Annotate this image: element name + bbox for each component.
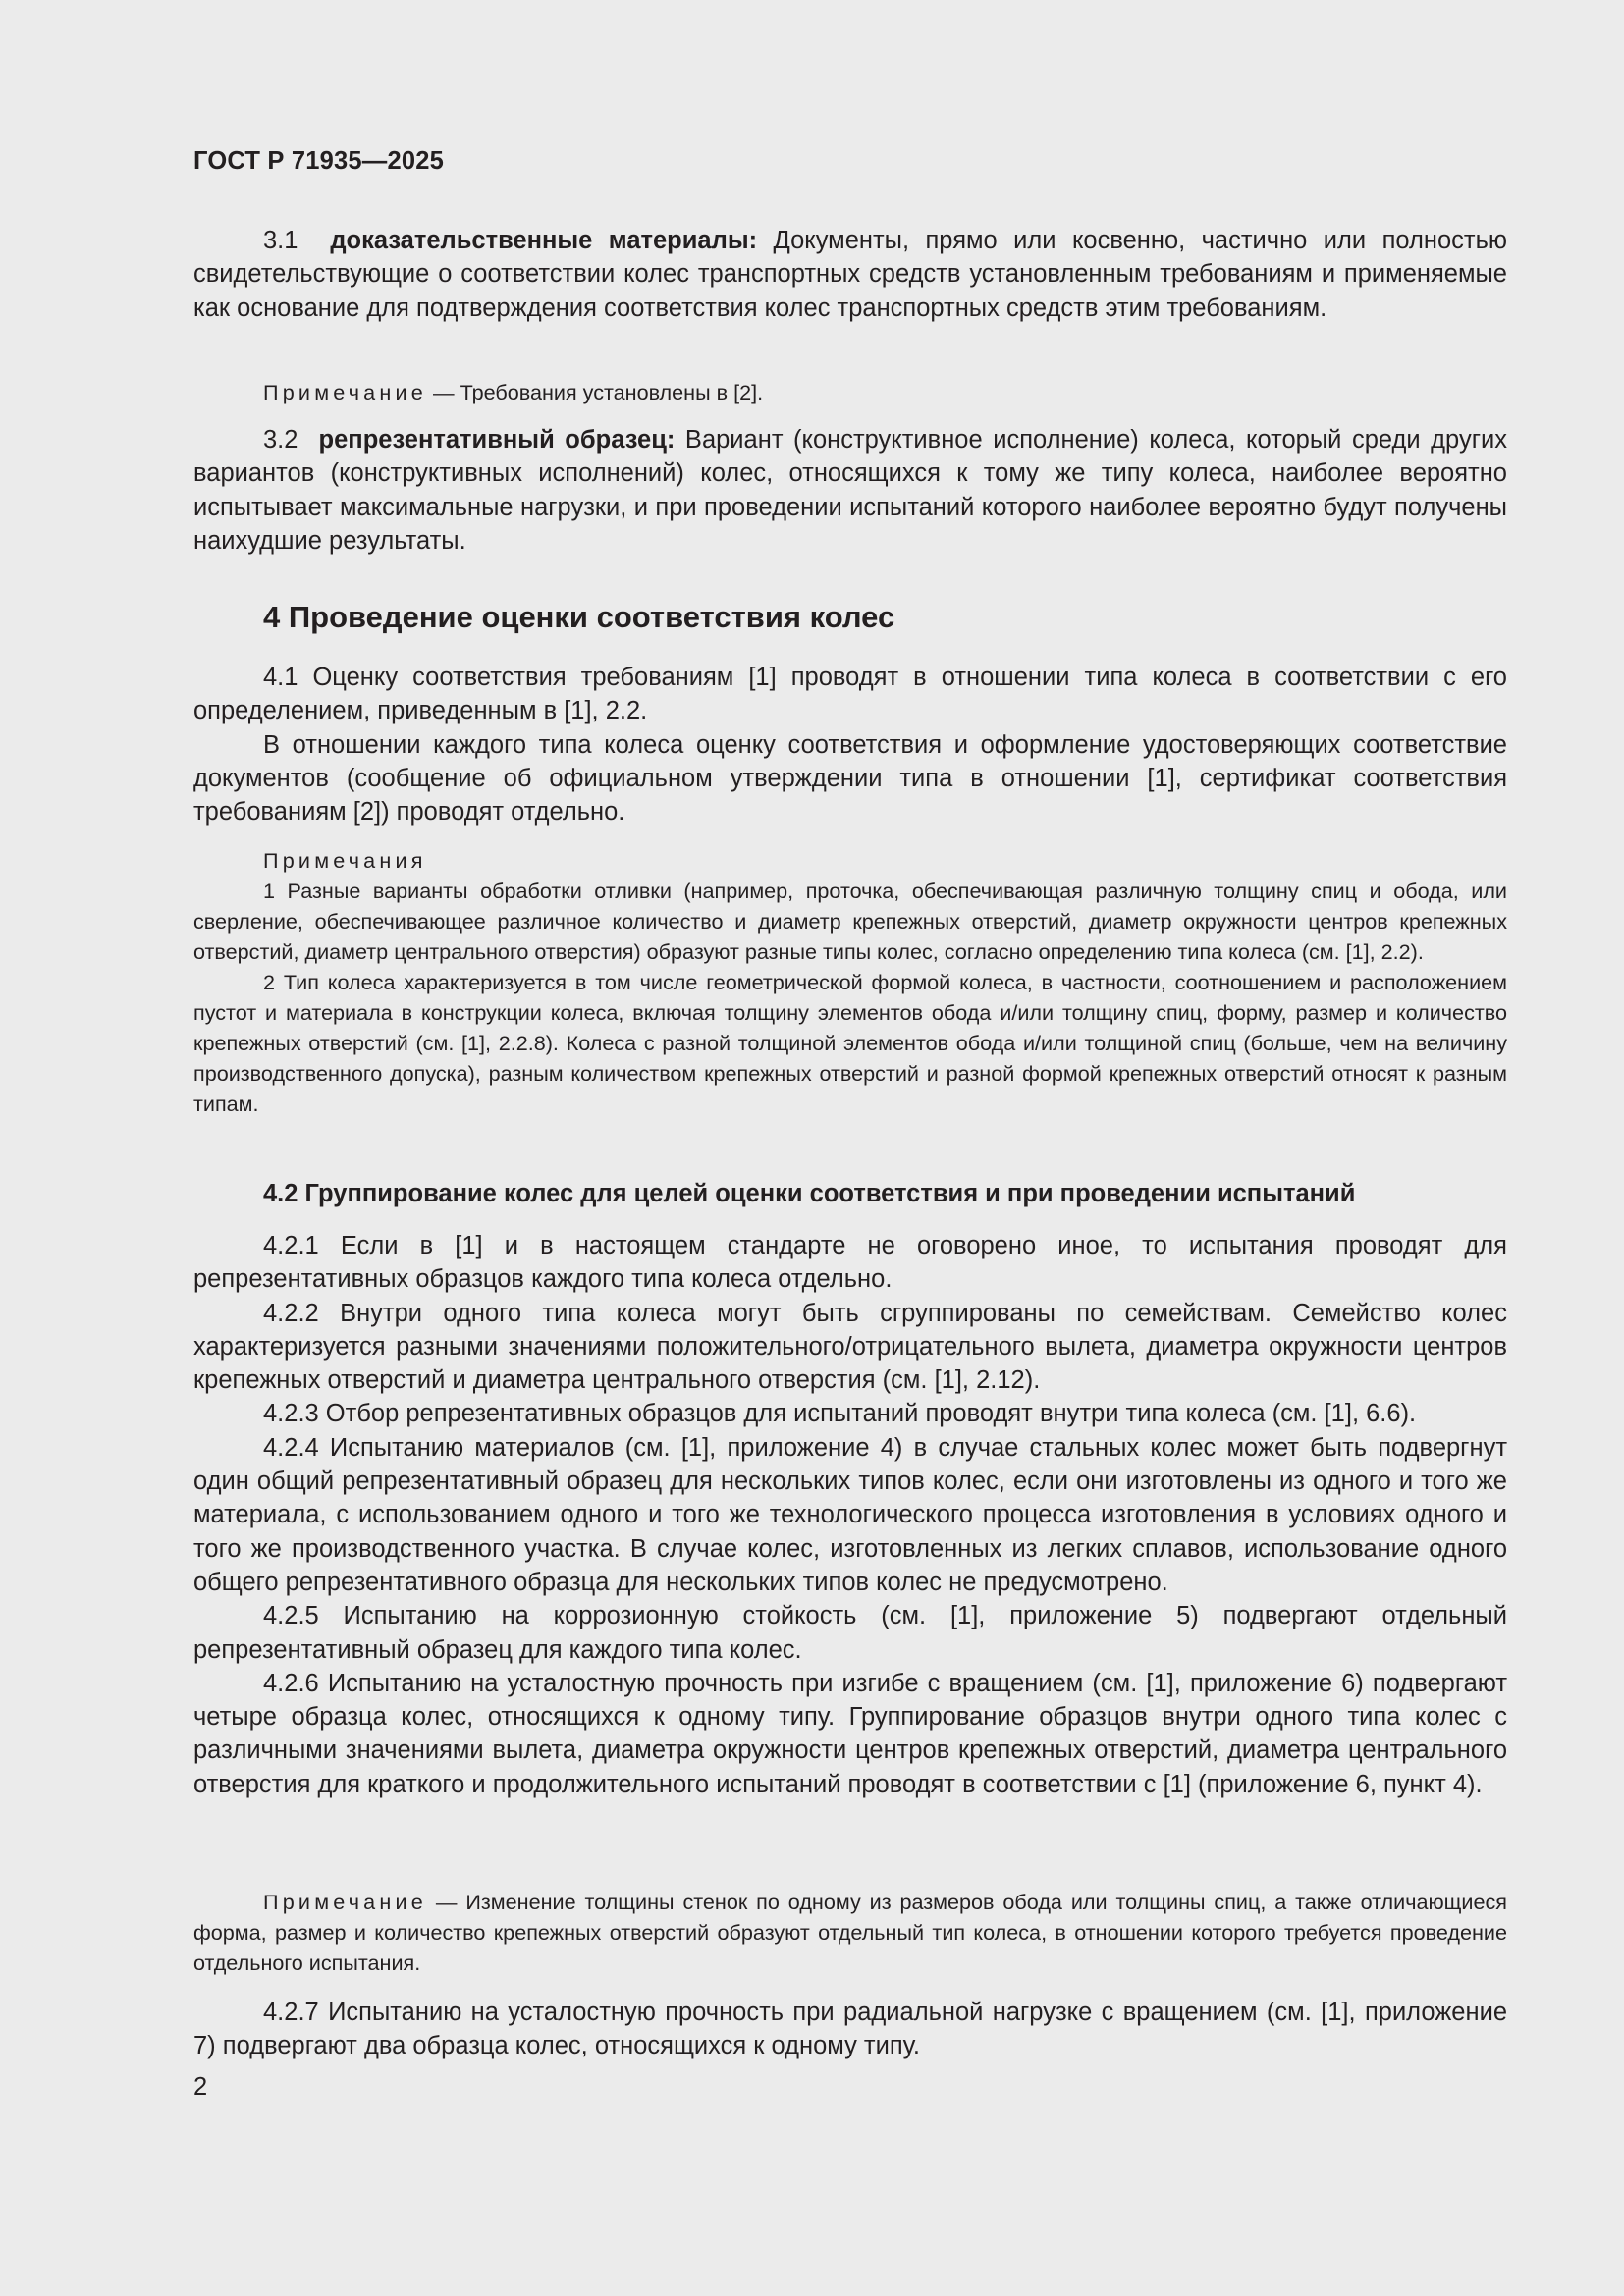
term: репрезентативный образец:: [318, 426, 676, 454]
notes-label: Примечания: [263, 848, 427, 873]
clause-number: 3.1: [263, 227, 298, 254]
subsection-title: 4.2 Группирование колес для целей оценки соответствия и при проведении испытаний: [263, 1180, 1356, 1207]
paragraphs-4-2: [193, 1229, 1507, 1801]
note-3-1: [193, 377, 1507, 407]
note-label: Примечание: [263, 1890, 427, 1914]
paragraph-4-2-1: 4.2.1 Если в [1] и в настоящем стандарте не оговорено иное, то испытания проводят для репрезентативных образцов каждого типа колеса отдельно.: [193, 1232, 1507, 1294]
section-title: 4 Проведение оценки соответствия колес: [263, 600, 895, 634]
note-4-2-6: [193, 1887, 1507, 1978]
notes-4-1: [193, 845, 1507, 1119]
note-text: — Изменение толщины стенок по одному из размеров обода или толщины спиц, а также отличающиеся форма, размер и количество крепежных отверстий образуют отдельный тип колеса, в отношении которого требуется проведение отдельного испытания.: [193, 1890, 1507, 1975]
paragraph-4-2-6: 4.2.6 Испытанию на усталостную прочность при изгибе с вращением (см. [1], приложение 6) подвергают четыре образца колес, относящихся к одному типу. Группирование образцов внутри одного типа колес с различными значениями вылета, диаметра окружности центров крепежных отверстий, диаметра центрального отверстия для краткого и продолжительного испытаний проводят в соответствии с [1] (приложение 6, пункт 4).: [193, 1669, 1507, 1798]
paragraph-4-2-4: 4.2.4 Испытанию материалов (см. [1], приложение 4) в случае стальных колес может быть подвергнут один общий репрезентативный образец для нескольких типов колес, если они изготовлены из одного и того же материала, с использованием одного и того же технологического процесса изготовления в условиях одного и того же производственного участка. В случае колес, изготовленных из легких сплавов, использование одного общего репрезентативного образца для нескольких типов колес не предусмотрено.: [193, 1433, 1507, 1596]
paragraph-4-1-b: В отношении каждого типа колеса оценку соответствия и оформление удостоверяющих соответствие документов (сообщение об официальном утверждении типа в отношении [1], сертификат соответствия требованиям [2]) проводят отдельно.: [193, 730, 1507, 827]
note-1: 1 Разные варианты обработки отливки (например, проточка, обеспечивающая различную толщину спиц и обода, или сверление, обеспечивающее различное количество и диаметр крепежных отверстий, диаметр окружности центров крепежных отверстий, диаметр центрального отверстия) образуют разные типы колес, согласно определению типа колеса (см. [1], 2.2).: [193, 879, 1507, 964]
note-2: 2 Тип колеса характеризуется в том числе геометрической формой колеса, в частности, соотношением и расположением пустот и материала в конструкции колеса, включая толщину элементов обода и/или толщину спиц, форму, размер и количество крепежных отверстий (см. [1], 2.2.8). Колеса с разной толщиной элементов обода и/или толщиной спиц (больше, чем на величину производственного допуска), разным количеством крепежных отверстий и разной формой крепежных отверстий относят к разным типам.: [193, 970, 1507, 1116]
paragraph-4-2-3: 4.2.3 Отбор репрезентативных образцов для испытаний проводят внутри типа колеса (см. [1], 6.6).: [263, 1400, 1417, 1428]
definition-3-2: [193, 423, 1507, 558]
note-text: — Требования установлены в [2].: [427, 380, 764, 404]
definition-3-1: [193, 224, 1507, 325]
definition-text: Документы, прямо или косвенно, частично или полностью свидетельствующие о соответствии колес транспортных средств установленным требованиям и применяемые как основание для подтверждения соответствия колес транспортных средств этим требованиям.: [193, 227, 1507, 322]
page-number: 2: [193, 2073, 208, 2101]
paragraph-4-2-2: 4.2.2 Внутри одного типа колеса могут быть сгруппированы по семействам. Семейство колес характеризуется разными значениями положительного/отрицательного вылета, диаметра окружности центров крепежных отверстий и диаметра центрального отверстия (см. [1], 2.12).: [193, 1299, 1507, 1395]
paragraph-4-1: [193, 661, 1507, 828]
paragraph-4-2-7: [193, 1996, 1507, 2063]
definition-text: Вариант (конструктивное исполнение) колеса, который среди других вариантов (конструктивных исполнений) колес, относящихся к тому же типу колеса, наиболее вероятно испытывает максимальные нагрузки, и при проведении испытаний которого наиболее вероятно будут получены наихудшие результаты.: [193, 426, 1507, 555]
clause-number: 3.2: [263, 426, 298, 454]
paragraph-4-2-7-text: 4.2.7 Испытанию на усталостную прочность при радиальной нагрузке с вращением (см. [1], приложение 7) подвергают два образца колес, относящихся к одному типу.: [193, 1999, 1507, 2060]
paragraph-4-2-5: 4.2.5 Испытанию на коррозионную стойкость (см. [1], приложение 5) подвергают отдельный репрезентативный образец для каждого типа колес.: [193, 1602, 1507, 1664]
note-label: Примечание: [263, 380, 427, 404]
term: доказательственные материалы:: [330, 227, 758, 254]
paragraph-4-1-a: 4.1 Оценку соответствия требованиям [1] проводят в отношении типа колеса в соответствии с его определением, приведенным в [1], 2.2.: [193, 664, 1507, 725]
section-4-2-heading: [193, 1180, 1507, 1208]
document-code: ГОСТ Р 71935—2025: [193, 147, 445, 175]
section-4-heading: [193, 600, 1507, 635]
